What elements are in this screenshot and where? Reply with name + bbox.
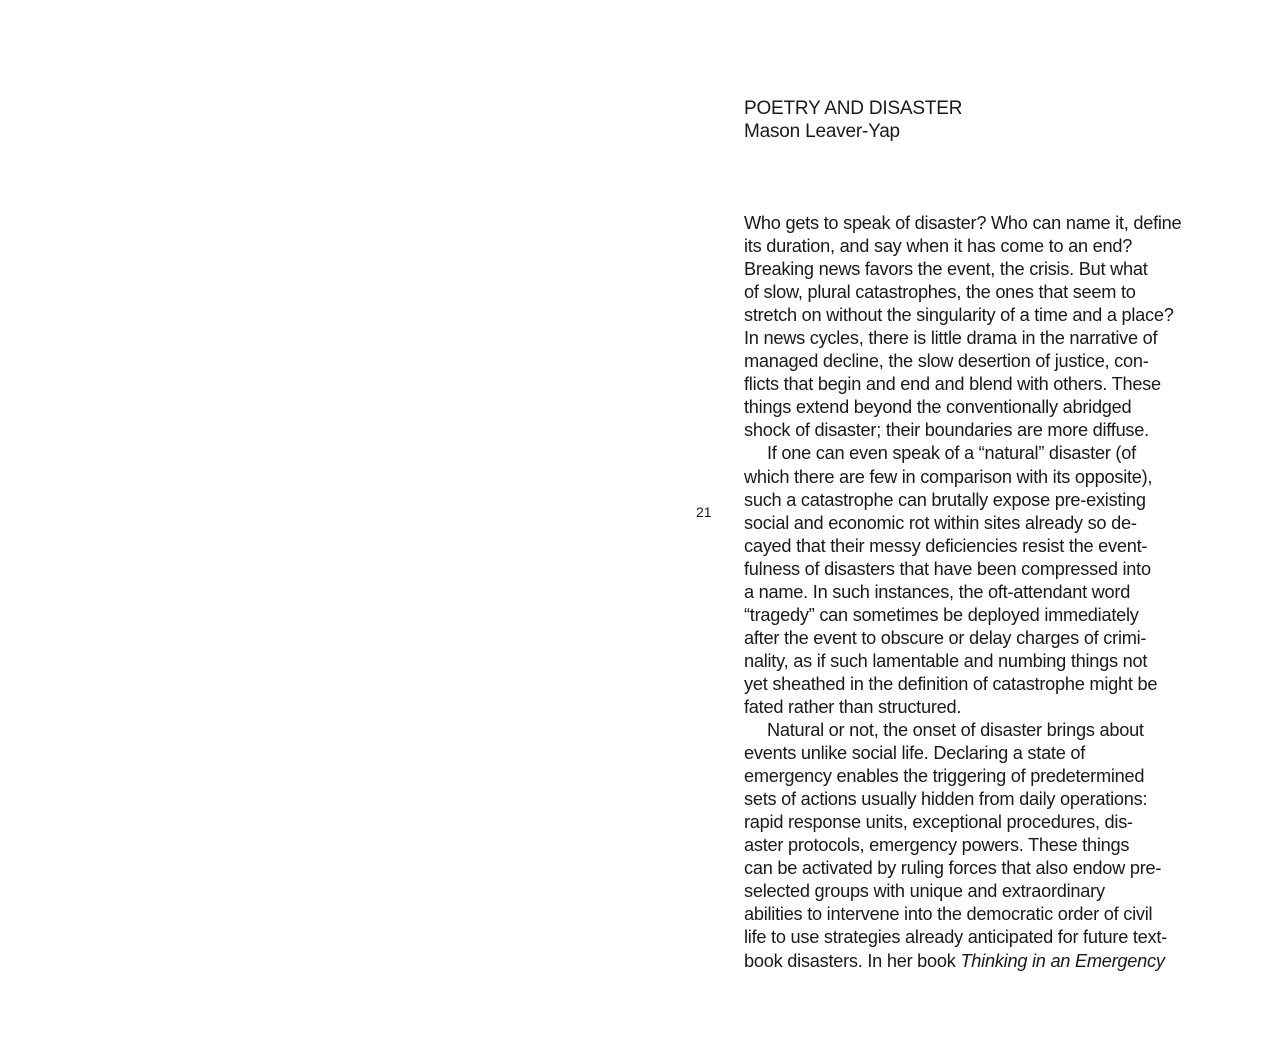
text-line: social and economic rot within sites already so de-	[744, 512, 1137, 533]
body-text	[744, 212, 1214, 973]
text-line: shock of disaster; their boundaries are more diffuse.	[744, 420, 1149, 441]
text-line: nality, as if such lamentable and numbing things not	[744, 650, 1148, 671]
text-line: “tragedy” can sometimes be deployed immediately	[744, 604, 1139, 625]
text-line: If one can even speak of a “natural” disaster (of	[767, 443, 1136, 464]
chapter-header	[744, 97, 1204, 143]
text-line: rapid response units, exceptional procedures, dis-	[744, 812, 1133, 833]
text-line: can be activated by ruling forces that also endow pre-	[744, 858, 1162, 879]
chapter-author: Mason Leaver-Yap	[744, 121, 900, 142]
text-line: emergency enables the triggering of predetermined	[744, 766, 1145, 787]
chapter-title: POETRY AND DISASTER	[744, 98, 963, 119]
text-line: stretch on without the singularity of a time and a place?	[744, 305, 1174, 326]
text-line: events unlike social life. Declaring a state of	[744, 743, 1086, 764]
text-line: after the event to obscure or delay charges of crimi-	[744, 627, 1147, 648]
text-line: sets of actions usually hidden from daily operations:	[744, 789, 1148, 810]
text-line: Breaking news favors the event, the crisis. But what	[744, 259, 1148, 280]
text-line: In news cycles, there is little drama in the narrative of	[744, 328, 1158, 349]
text-line: selected groups with unique and extraordinary	[744, 881, 1105, 902]
text-line: abilities to intervene into the democratic order of civil	[744, 904, 1153, 925]
text-line-last	[744, 950, 1214, 973]
text-line: aster protocols, emergency powers. These things	[744, 835, 1130, 856]
text-line: which there are few in comparison with its opposite),	[744, 466, 1153, 487]
text-line: Who gets to speak of disaster? Who can name it, define	[744, 213, 1182, 233]
text-line: such a catastrophe can brutally expose pre-existing	[744, 489, 1146, 510]
text-line: a name. In such instances, the oft-attendant word	[744, 581, 1131, 602]
text-line: yet sheathed in the definition of catastrophe might be	[744, 673, 1158, 694]
text-line: cayed that their messy deficiencies resist the event-	[744, 535, 1148, 556]
text-line: things extend beyond the conventionally abridged	[744, 397, 1132, 418]
text-line: flicts that begin and end and blend with others. These	[744, 374, 1161, 395]
text-line: fated rather than structured.	[744, 696, 962, 717]
text-line: of slow, plural catastrophes, the ones that seem to	[744, 282, 1136, 303]
book-title-italic: Thinking in an Emergency	[960, 950, 1165, 971]
text-line: managed decline, the slow desertion of justice, con-	[744, 351, 1149, 372]
page-number: 21	[696, 504, 712, 520]
text-line: life to use strategies already anticipated for future text-	[744, 927, 1167, 948]
text-line: its duration, and say when it has come to an end?	[744, 236, 1133, 257]
text-line-roman: book disasters. In her book	[744, 950, 961, 971]
text-line: fulness of disasters that have been compressed into	[744, 558, 1151, 579]
text-line: Natural or not, the onset of disaster brings about	[767, 720, 1144, 741]
